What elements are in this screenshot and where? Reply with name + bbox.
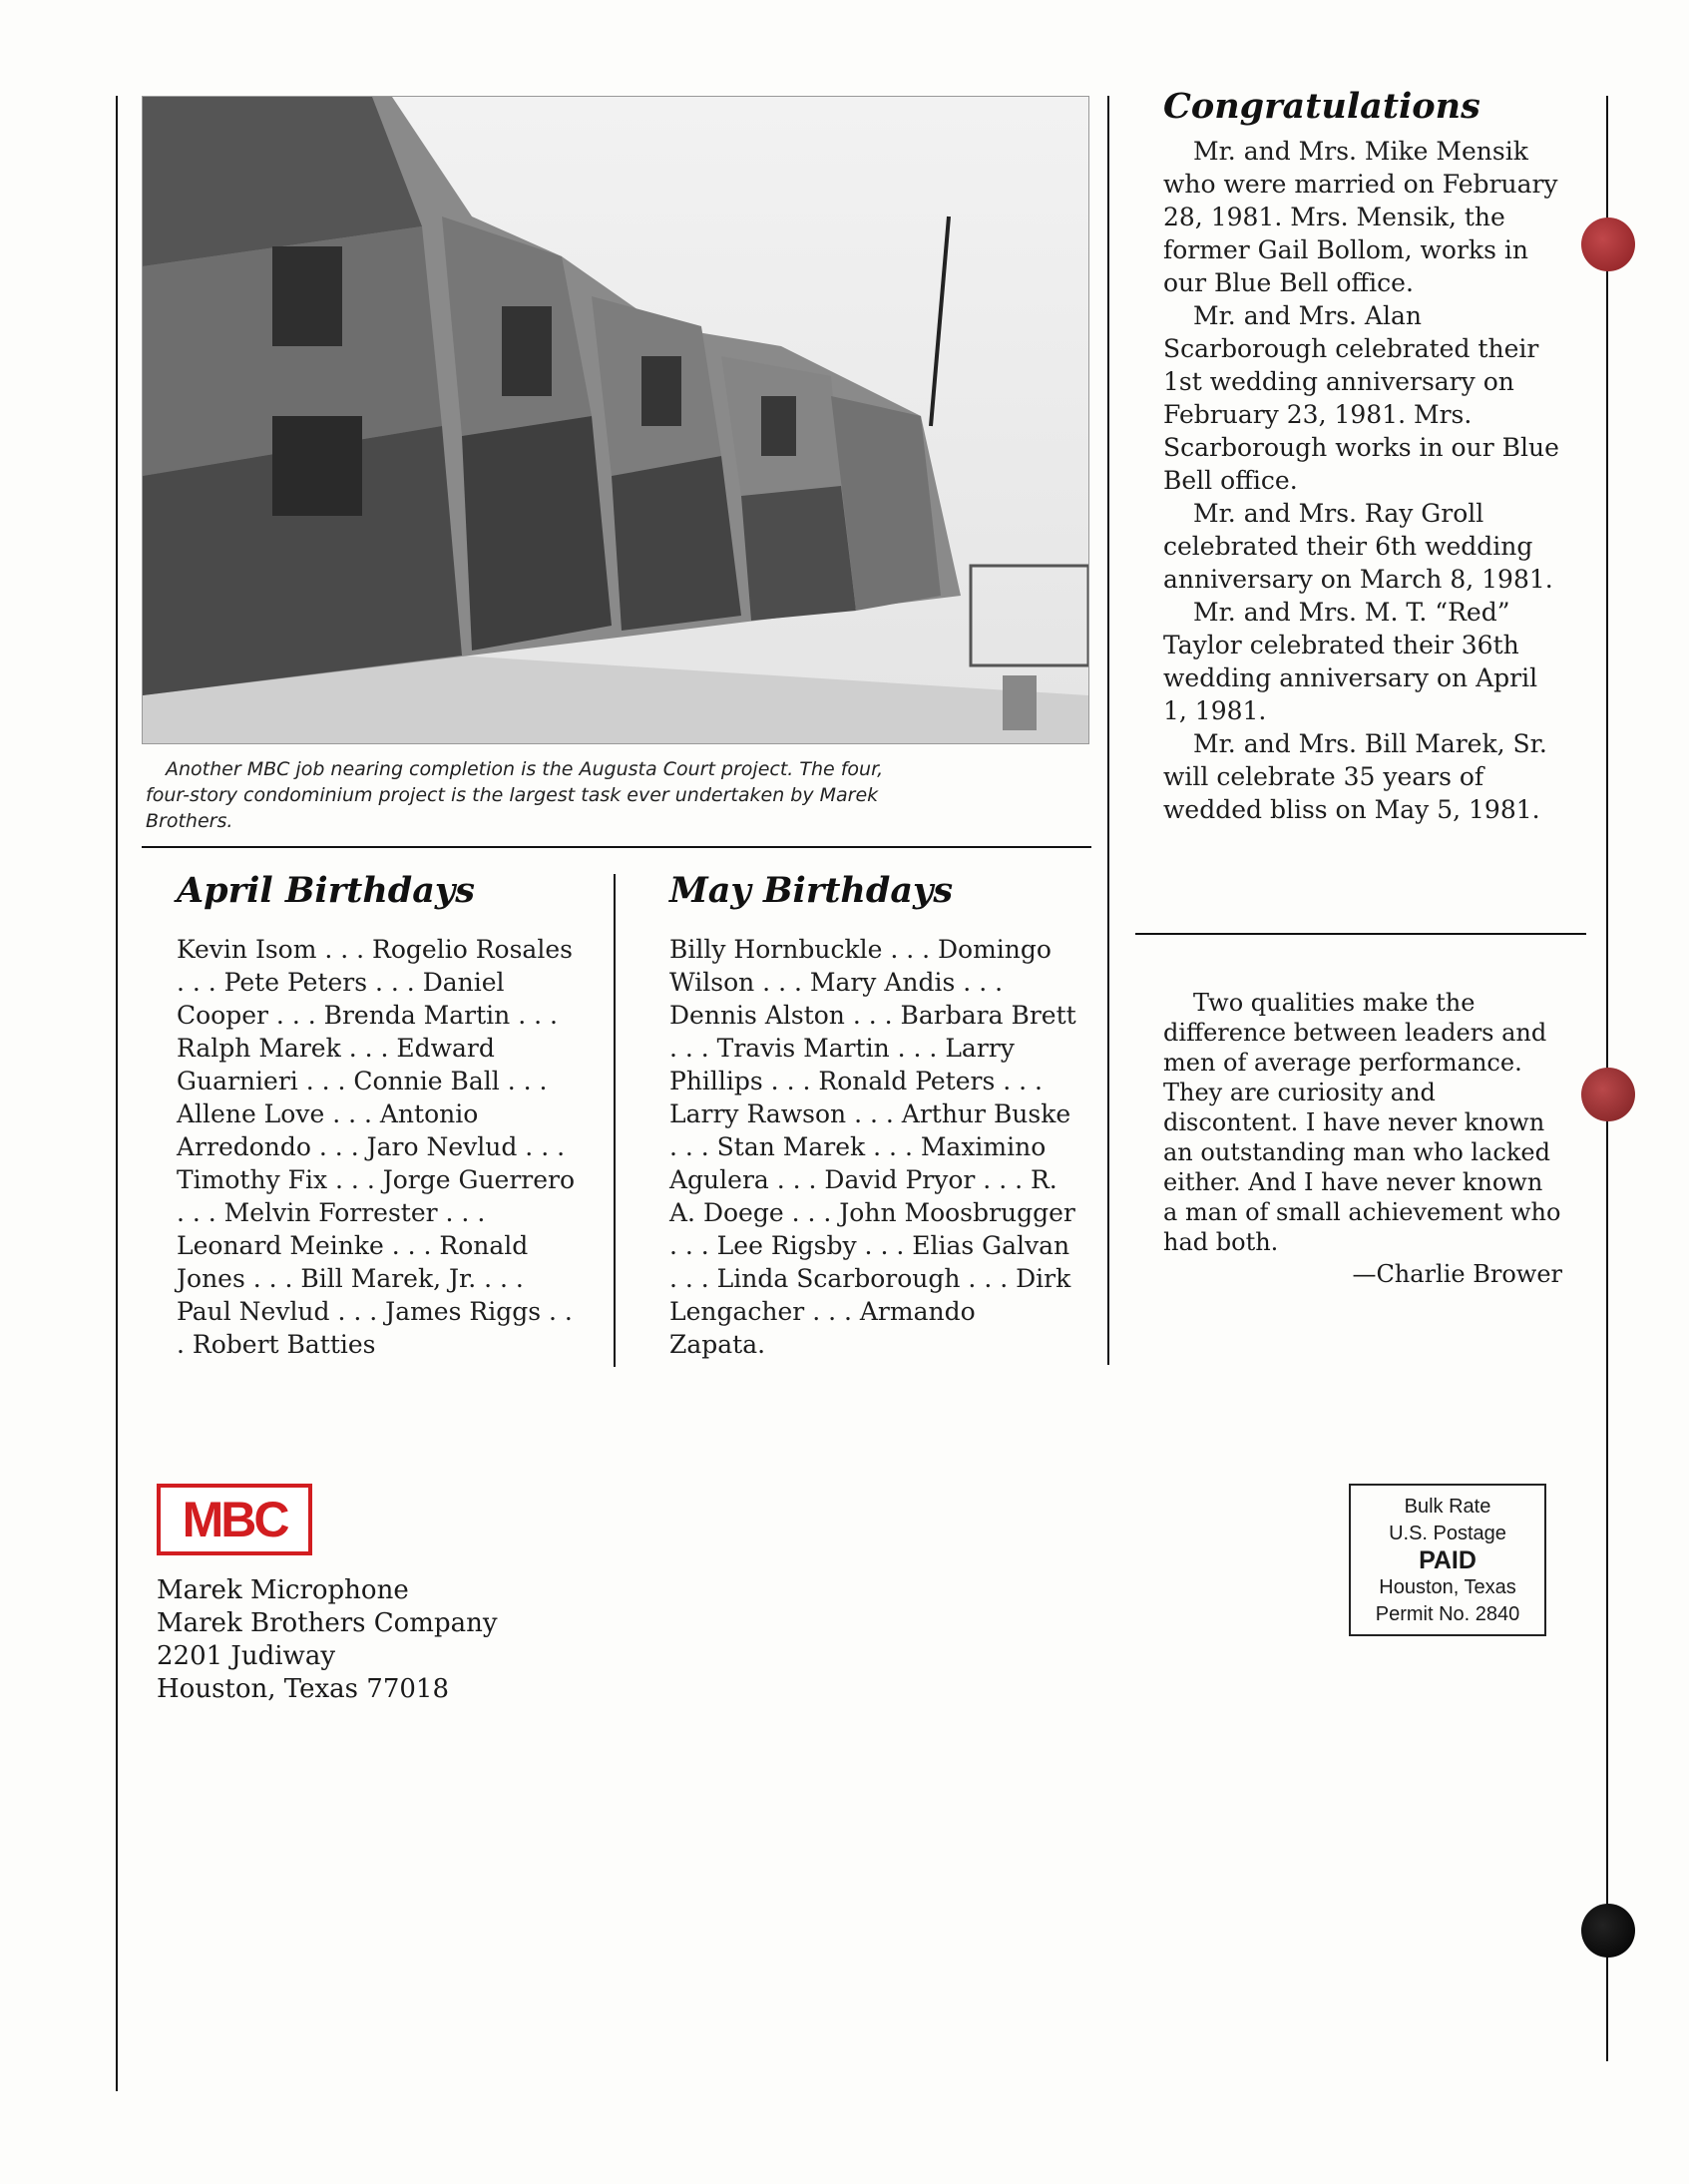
column-divider-right — [1107, 96, 1109, 1365]
april-birthdays-title: April Birthdays — [177, 870, 475, 911]
congratulations-item: Mr. and Mrs. Bill Marek, Sr. will celebrate 35 years of wedded bliss on May 5, 1981. — [1163, 729, 1547, 824]
may-birthdays-title: May Birthdays — [669, 870, 954, 911]
congratulations-section — [1163, 86, 1562, 826]
quote-author: —Charlie Brower — [1352, 1260, 1562, 1288]
april-birthdays-list: Kevin Isom . . . Rogelio Rosales . . . Pete Peters . . . Daniel Cooper . . . Brenda Martin . . . Ralph Marek . . . Edward Guarnieri . . . Connie Ball . . . Allene Love . . . Antonio Arredondo . . . Jaro Nevlud . . . Timothy Fix . . . Jorge Guerrero . . . Melvin Forrester . . . Leonard Meinke . . . Ronald Jones . . . Bill Marek, Jr. . . . Paul Nevlud . . . James Riggs . . . Robert Batties — [177, 935, 576, 1359]
photo-caption — [146, 756, 924, 834]
may-birthdays-section — [669, 870, 1078, 1361]
construction-photo — [142, 96, 1089, 744]
mbc-logo — [157, 1484, 312, 1555]
congratulations-item: Mr. and Mrs. Mike Mensik who were married on February 28, 1981. Mrs. Mensik, the former Gail Bollom, works in our Blue Bell office. — [1163, 137, 1558, 297]
photo-illustration — [143, 97, 1088, 743]
binder-hole-top — [1581, 218, 1635, 271]
mbc-logo-text: MBC — [182, 1492, 287, 1547]
address-line: Marek Brothers Company — [157, 1608, 498, 1638]
may-birthdays-list: Billy Hornbuckle . . . Domingo Wilson . . . Mary Andis . . . Dennis Alston . . . Barbara Brett . . . Travis Martin . . . Larry Phillips . . . Ronald Peters . . . Larry Rawson . . . Arthur Buske . . . Stan Marek . . . Maximino Agulera . . . David Pryor . . . R. A. Doege . . . John Moosbrugger . . . Lee Rigsby . . . Elias Galvan . . . Linda Scarborough . . . Dirk Lengacher . . . Armando Zapata. — [669, 935, 1076, 1359]
address-line: Houston, Texas 77018 — [157, 1674, 449, 1704]
postage-indicia — [1349, 1484, 1546, 1636]
return-address — [157, 1574, 498, 1706]
quote-block — [1163, 988, 1562, 1289]
binder-hole-bottom — [1581, 1904, 1635, 1958]
congratulations-item: Mr. and Mrs. Ray Groll celebrated their 6th wedding anniversary on March 8, 1981. — [1163, 499, 1553, 594]
photo-caption-text: Another MBC job nearing completion is the Augusta Court project. The four, four-story condominium project is the largest task ever undertaken by Marek Brothers. — [146, 758, 884, 832]
postage-bulk-rate: Bulk Rate — [1404, 1496, 1491, 1518]
postage-city: Houston, Texas — [1379, 1576, 1516, 1598]
quote-text: Two qualities make the difference between leaders and men of average performance. They are curiosity and discontent. I have never known an outstanding man who lacked either. And I have never known a man of small achievement who had both. — [1163, 989, 1561, 1256]
left-margin-rule — [116, 96, 118, 2091]
postage-paid: PAID — [1419, 1546, 1477, 1574]
column-divider-birthdays — [614, 874, 616, 1367]
congrats-section-rule — [1135, 933, 1586, 935]
photo-section-rule — [142, 846, 1091, 848]
postage-us-postage: U.S. Postage — [1389, 1523, 1506, 1544]
address-line: 2201 Judiway — [157, 1641, 336, 1671]
congratulations-item: Mr. and Mrs. Alan Scarborough celebrated their 1st wedding anniversary on February 23, 1981. Mrs. Scarborough works in our Blue Bell office. — [1163, 301, 1559, 495]
congratulations-item: Mr. and Mrs. M. T. “Red” Taylor celebrated their 36th wedding anniversary on April 1, 1981. — [1163, 598, 1538, 725]
april-birthdays-section — [177, 870, 586, 1361]
binder-hole-middle — [1581, 1068, 1635, 1121]
postage-permit: Permit No. 2840 — [1375, 1603, 1520, 1625]
congratulations-title: Congratulations — [1163, 86, 1480, 127]
address-line: Marek Microphone — [157, 1575, 409, 1605]
